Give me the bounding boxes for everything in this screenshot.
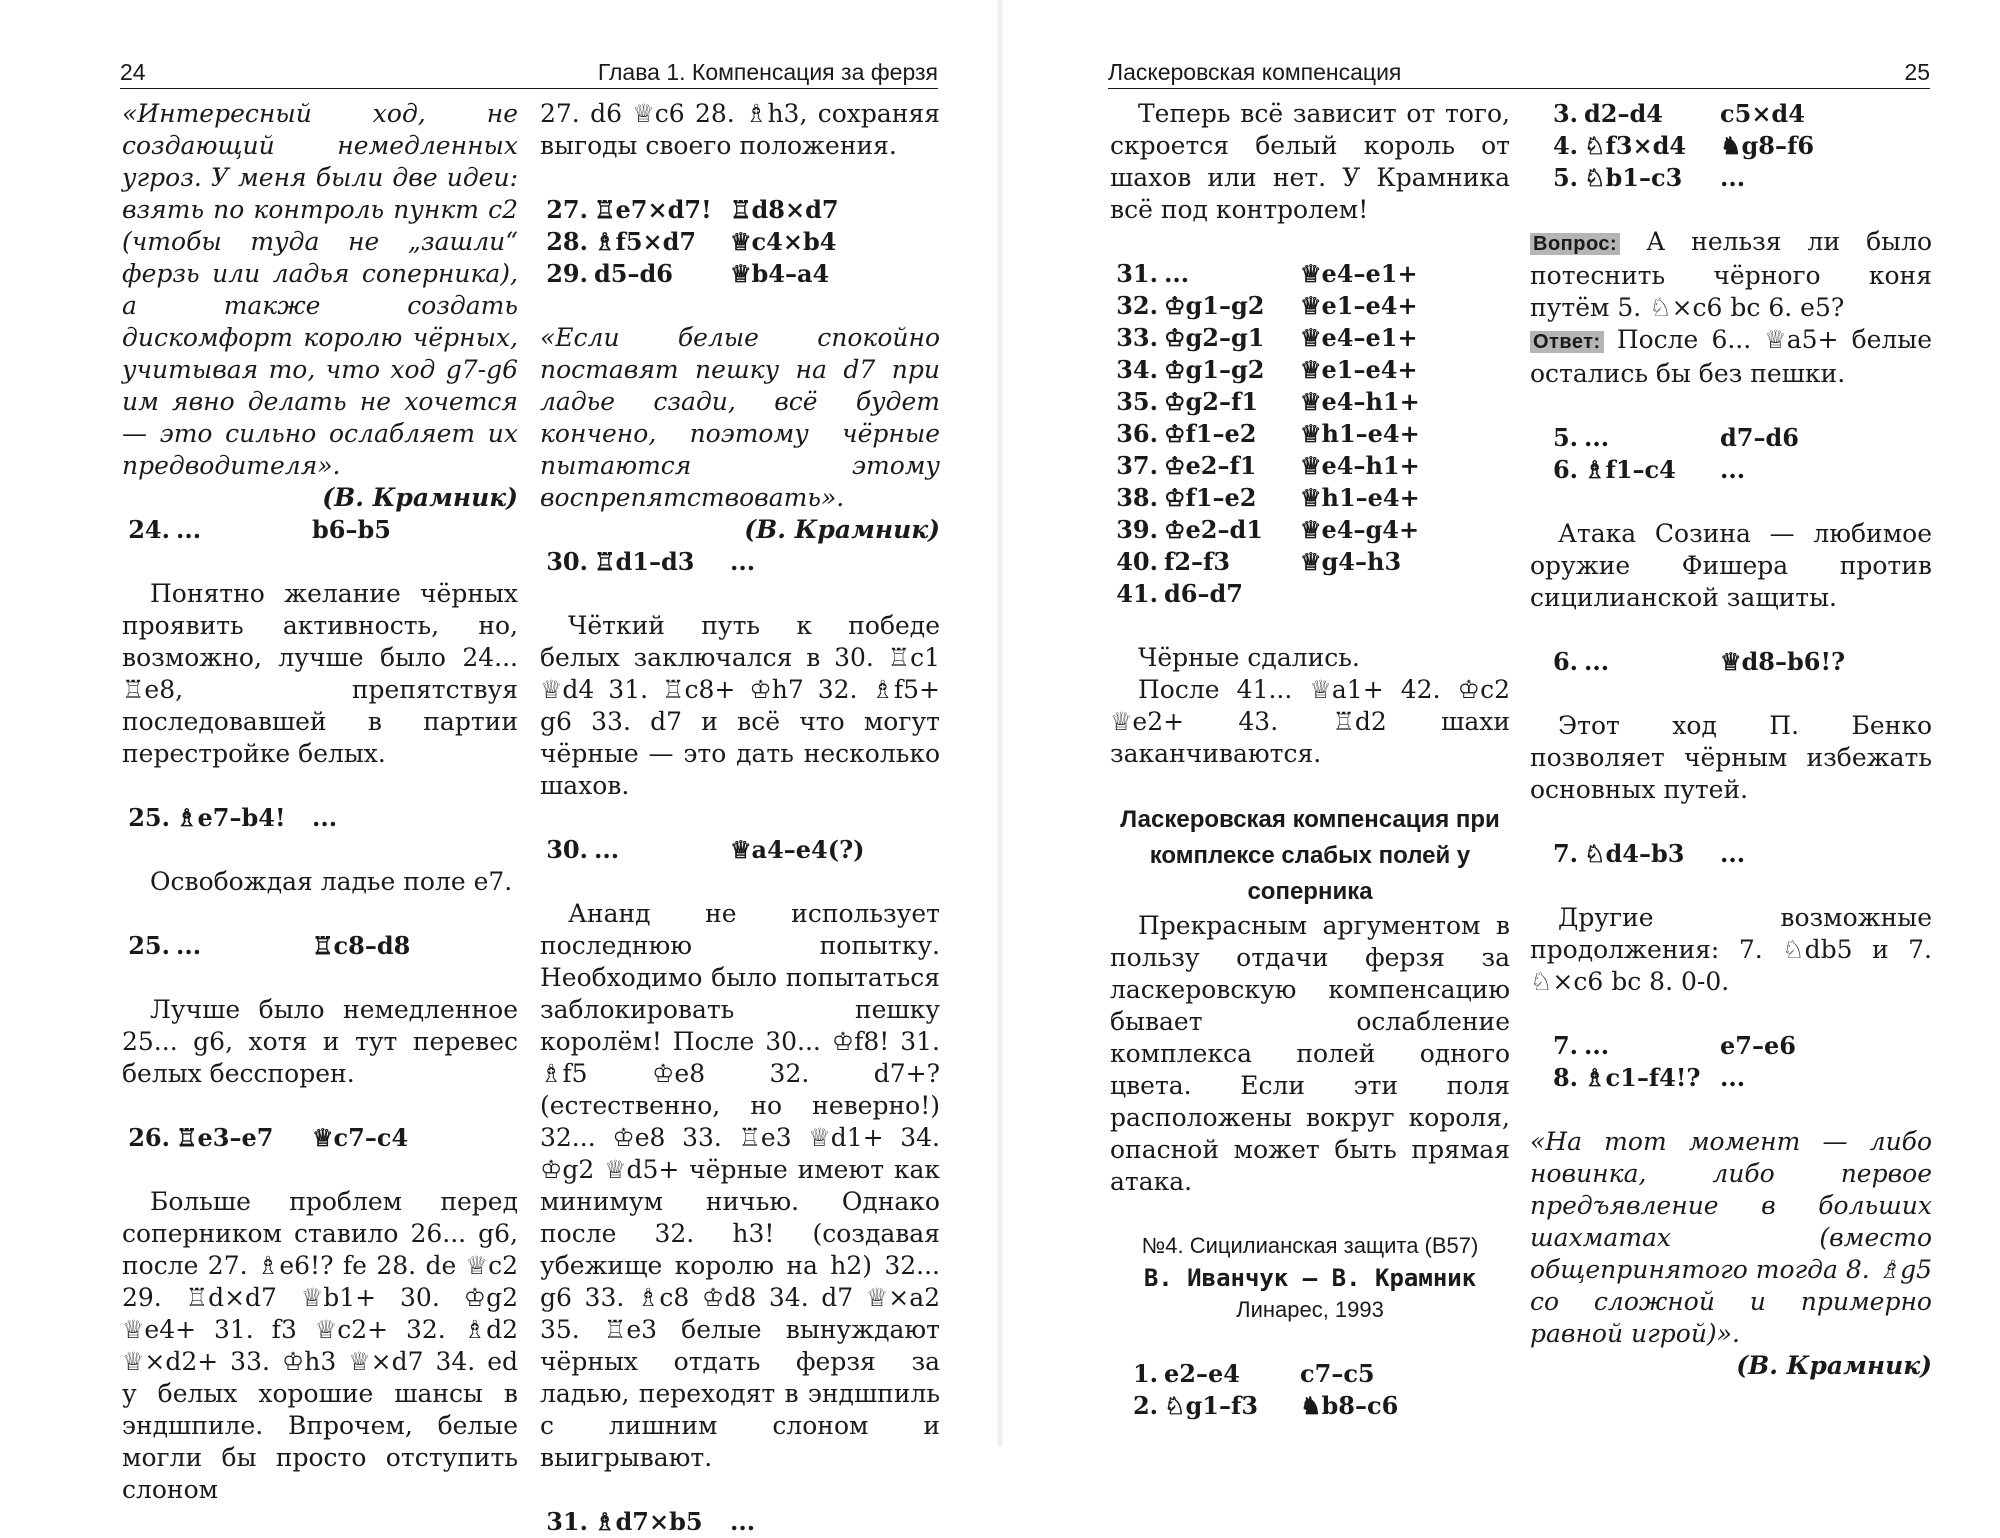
move-num: 38. xyxy=(1116,483,1158,512)
answer: Ответ: После 6... ♕a5+ белые остались бы без пешки. xyxy=(1530,325,1932,388)
move-num: 4. xyxy=(1552,131,1578,160)
move-black xyxy=(1300,578,1510,610)
move-row: 28. ♗f5×d7 ♕c4×b4 xyxy=(546,227,837,256)
commentary: Лучше было немедленное 25... g6, хотя и тут перевес белых бесспорен. xyxy=(122,995,518,1088)
move-black: ... xyxy=(1720,455,1746,484)
commentary: Освобождая ладье поле e7. xyxy=(150,867,513,896)
move-white: ♔g2–f1 xyxy=(1164,387,1259,416)
move-num: 5. xyxy=(1552,163,1578,192)
right-running-head xyxy=(1108,52,1930,89)
move-black: ♕h1–e4+ xyxy=(1300,483,1420,512)
move-white: ... xyxy=(1164,259,1190,288)
move-row: 24. ... b6–b5 xyxy=(128,515,391,544)
move-black: ♕g4–h3 xyxy=(1300,547,1402,576)
commentary: Больше проблем перед соперником ставило 26... g6, после 27. ♗e6!? fe 28. de ♕c2 29. ♖d×d7 ♕b1+ 30. ♔g2 ♕e4+ 31. f3 ♕c2+ 32. ♗d2 ♕×d2+ 33. ♔h3 ♕×d7 34. ed у белых хорошие шансы в эндшпиле. Впрочем, белые могли бы просто отступить слоном xyxy=(122,1187,518,1504)
move-num: 35. xyxy=(1116,387,1158,416)
move-list xyxy=(1110,258,1510,610)
answer-tag: Ответ: xyxy=(1530,331,1604,353)
move-num: 1. xyxy=(1132,1359,1158,1388)
game-header: №4. Сицилианская защита (B57) xyxy=(1141,1233,1479,1258)
section-running-title: Ласкеровская компенсация xyxy=(1108,59,1402,85)
page-number: 24 xyxy=(120,59,146,85)
move-row xyxy=(1110,290,1510,322)
move-num: 41. xyxy=(1116,579,1158,608)
move-num: 6. xyxy=(1552,455,1578,484)
move-black: c7–c5 xyxy=(1300,1359,1375,1388)
move-num: 36. xyxy=(1116,419,1158,448)
move-row xyxy=(1530,162,1932,194)
page-number: 25 xyxy=(1904,59,1930,85)
move-num: 8. xyxy=(1552,1063,1578,1092)
move-white: ♔g1–g2 xyxy=(1164,355,1265,384)
commentary: Чёрные сдались. xyxy=(1138,643,1360,672)
move-black: ♕e4–e1+ xyxy=(1300,323,1418,352)
move-white: ... xyxy=(1584,1031,1610,1060)
move-white: e2–e4 xyxy=(1164,1359,1240,1388)
move-row: 25. ♗e7–b4! ... xyxy=(128,803,338,832)
move-white: ♗c1–f4!? xyxy=(1584,1063,1701,1092)
move-num: 3. xyxy=(1552,99,1578,128)
game-place: Линарес, 1993 xyxy=(1236,1297,1384,1322)
move-white: d2–d4 xyxy=(1584,99,1663,128)
move-num: 34. xyxy=(1116,355,1158,384)
move-white: ... xyxy=(1584,423,1610,452)
move-row: 31. ♗d7×b5 ... xyxy=(546,1507,756,1536)
move-list xyxy=(1530,98,1932,194)
move-row xyxy=(1530,130,1932,162)
move-white: ♘b1–c3 xyxy=(1584,163,1683,192)
move-row xyxy=(1110,578,1510,610)
move-black: e7–e6 xyxy=(1720,1031,1796,1060)
kramnik-quote: «На тот момент — либо новинка, либо первое предъявление в больших шахматах (вместо общепринятого тогда 8. ♗g5 со сложной и примерно равной игрой)». xyxy=(1530,1127,1932,1348)
move-row xyxy=(1110,418,1510,450)
move-row xyxy=(1110,354,1510,386)
move-num: 39. xyxy=(1116,515,1158,544)
move-num: 40. xyxy=(1116,547,1158,576)
move-num: 32. xyxy=(1116,291,1158,320)
move-black: ... xyxy=(1720,1063,1746,1092)
commentary: Другие возможные продолжения: 7. ♘db5 и 7. ♘×c6 bc 8. 0-0. xyxy=(1530,903,1932,996)
move-black: ♞g8–f6 xyxy=(1720,131,1815,160)
commentary: После 41... ♕a1+ 42. ♔c2 ♕e2+ 43. ♖d2 шахи заканчиваются. xyxy=(1110,675,1510,768)
move-black: ♞b8–c6 xyxy=(1300,1391,1399,1420)
move-white: ♔e2–d1 xyxy=(1164,515,1263,544)
left-page xyxy=(0,0,1000,1536)
move-black: ♕e4–e1+ xyxy=(1300,259,1418,288)
kramnik-quote: «Интересный ход, не создающий немедленных угроз. У меня были две идеи: взять по контроль пункт с2 (чтобы туда не „зашли“ ферзь или ладья соперника), а также создать дискомфорт королю чёрных, учитывая то, что ход g7-g6 им явно делать не хочется — это сильно ослабляет их предводителя». (В. Крамник) xyxy=(122,99,518,512)
question-tag: Вопрос: xyxy=(1530,233,1620,255)
move-row: 25. ... ♖c8–d8 xyxy=(128,931,411,960)
right-page xyxy=(1000,0,2000,1447)
move-num: 37. xyxy=(1116,451,1158,480)
move-black: ♕e4–h1+ xyxy=(1300,387,1420,416)
move-num: 5. xyxy=(1552,423,1578,452)
move-row xyxy=(1110,514,1510,546)
move-row xyxy=(1110,546,1510,578)
move-list xyxy=(1530,422,1932,486)
move-row xyxy=(1110,450,1510,482)
quote-author: (В. Крамник) xyxy=(1736,1351,1932,1380)
move-white: ♔g1–g2 xyxy=(1164,291,1265,320)
commentary: Ананд не использует последнюю попытку. Необходимо было попытаться заблокировать пешку королём! После 30... ♔f8! 31. ♗f5 ♔e8 32. d7+? (естественно, но неверно!) 32... ♔e8 33. ♖e3 ♕d1+ 34. ♔g2 ♕d5+ чёрные имеют как минимум ничью. Однако после 32. h3! (создавая убежище королю на h2) 32... g6 33. ♗c8 ♔d8 34. d7 ♕×a2 35. ♖e3 белые вынуждают чёрных отдать ферзя за ладью, переходят в эндшпиль с лишним слоном и выигрывают. xyxy=(540,899,940,1472)
chapter-title: Глава 1. Компенсация за ферзя xyxy=(597,59,938,85)
quote-author: (В. Крамник) xyxy=(322,483,518,512)
move-row xyxy=(1110,1390,1510,1422)
commentary: Атака Созина — любимое оружие Фишера против сицилианской защиты. xyxy=(1530,519,1932,612)
section-heading: Ласкеровская компенсация при комплексе слабых полей у соперника xyxy=(1120,806,1500,905)
move-row xyxy=(1530,454,1932,486)
move-white: ♗f1–c4 xyxy=(1584,455,1676,484)
move-row xyxy=(1530,422,1932,454)
move-black: ♕e1–e4+ xyxy=(1300,291,1418,320)
move-white: d6–d7 xyxy=(1164,579,1243,608)
move-row: 30. ... ♕a4–e4(?) xyxy=(546,835,865,864)
move-num: 7. xyxy=(1552,1031,1578,1060)
question: Вопрос: А нельзя ли было потеснить чёрного коня путём 5. ♘×c6 bc 6. e5? xyxy=(1530,227,1933,322)
commentary: Понятно желание чёрных проявить активность, но, возможно, лучше было 24... ♖e8, препятствуя последовавшей в партии перестройке белых. xyxy=(122,579,518,768)
left-column-1 xyxy=(122,98,518,1506)
move-white: ♔f1–e2 xyxy=(1164,483,1257,512)
move-list xyxy=(1110,1358,1510,1422)
move-white: ♔f1–e2 xyxy=(1164,419,1257,448)
move-row xyxy=(1530,98,1932,130)
move-row xyxy=(1110,482,1510,514)
move-num: 2. xyxy=(1132,1391,1158,1420)
move-num: 33. xyxy=(1116,323,1158,352)
move-row: 27. ♖e7×d7! ♖d8×d7 xyxy=(546,195,839,224)
right-column-1 xyxy=(1110,98,1510,1422)
move-black: ♕e4–g4+ xyxy=(1300,515,1420,544)
left-running-head xyxy=(120,52,938,89)
move-list xyxy=(1530,1030,1932,1094)
game-players: В. Иванчук – В. Крамник xyxy=(1143,1264,1477,1292)
move-white: ♔g2–g1 xyxy=(1164,323,1265,352)
move-num: 31. xyxy=(1116,259,1158,288)
move-black: ♕h1–e4+ xyxy=(1300,419,1420,448)
move-black: ♕e4–h1+ xyxy=(1300,451,1420,480)
move-black: c5×d4 xyxy=(1720,99,1805,128)
move-black: ... xyxy=(1720,163,1746,192)
commentary: Теперь всё зависит от того, скроется белый король от шахов или нет. У Крамника всё под контролем! xyxy=(1110,99,1510,224)
move-row xyxy=(1110,258,1510,290)
commentary: Чёткий путь к победе белых заключался в 30. ♖c1 ♕d4 31. ♖c8+ ♔h7 32. ♗f5+ g6 33. d7 и всё что могут чёрные — это дать несколько шахов. xyxy=(540,611,940,800)
move-black: ♕e1–e4+ xyxy=(1300,355,1418,384)
left-column-2 xyxy=(540,98,940,1538)
move-row: 29. d5–d6 ♕b4–a4 xyxy=(546,259,830,288)
quote-author: (В. Крамник) xyxy=(744,515,940,544)
move-row: 26. ♖e3–e7 ♕c7–c4 xyxy=(128,1123,409,1152)
move-row xyxy=(1110,386,1510,418)
kramnik-quote: «Если белые спокойно поставят пешку на d7 при ладье сзади, всё будет кончено, поэтому чёрные пытаются этому воспрепятствовать». (В. Крамник) xyxy=(540,323,940,544)
move-white: ♔e2–f1 xyxy=(1164,451,1257,480)
move-row: 6. ... ♕d8–b6!? xyxy=(1552,647,1846,676)
move-row xyxy=(1530,1030,1932,1062)
move-row xyxy=(1110,1358,1510,1390)
commentary: Прекрасным аргументом в пользу отдачи ферзя за ласкеровскую компенсацию бывает ослабление комплекса полей одного цвета. Если эти поля расположены вокруг короля, опасной может быть прямая атака. xyxy=(1110,911,1510,1196)
move-row: 7. ♘d4–b3 ... xyxy=(1552,839,1746,868)
commentary: Этот ход П. Бенко позволяет чёрным избежать основных путей. xyxy=(1530,711,1932,804)
move-row xyxy=(1530,1062,1932,1094)
move-row: 30. ♖d1–d3 ... xyxy=(546,547,756,576)
right-column-2 xyxy=(1530,98,1932,1382)
move-white: f2–f3 xyxy=(1164,547,1231,576)
move-white: ♘g1–f3 xyxy=(1164,1391,1259,1420)
move-white: ♘f3×d4 xyxy=(1584,131,1687,160)
move-black: d7–d6 xyxy=(1720,423,1799,452)
commentary: 27. d6 ♕c6 28. ♗h3, сохраняя выгоды своего положения. xyxy=(540,99,940,160)
move-row xyxy=(1110,322,1510,354)
